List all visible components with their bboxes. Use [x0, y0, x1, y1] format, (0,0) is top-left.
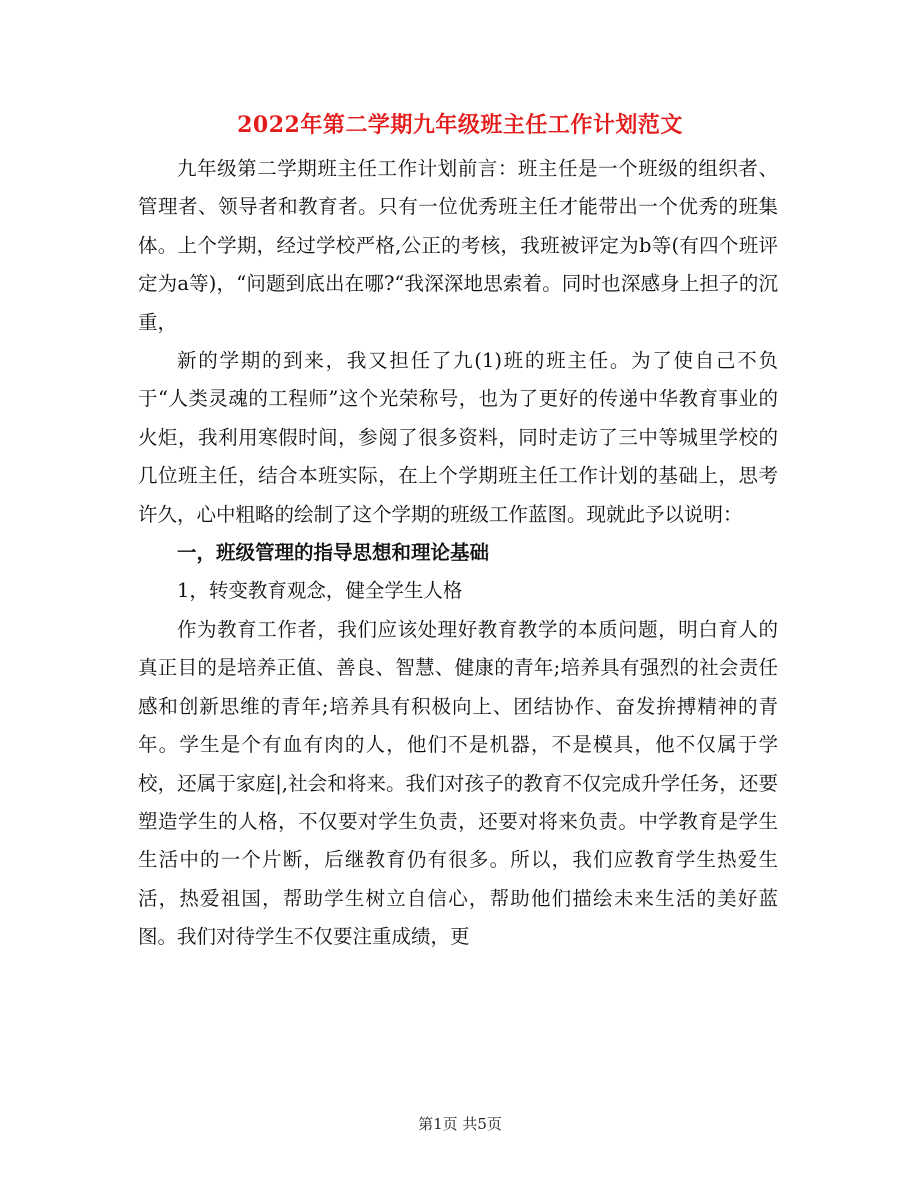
paragraph-preface: 九年级第二学期班主任工作计划前言：班主任是一个班级的组织者、管理者、领导者和教育者。只有一位优秀班主任才能带出一个优秀的班集体。上个学期，经过学校严格,公正的考核，我班被评定为b等(有四个班评定为a等)，“问题到底出在哪?“我深深地思索着。同时也深感身上担子的沉重， [138, 157, 778, 334]
document-title: 2022年第二学期九年级班主任工作计划范文 [237, 112, 683, 138]
subsection-heading: 1，转变教育观念，健全学生人格 [177, 579, 463, 603]
paragraph-education-philosophy: 作为教育工作者，我们应该处理好教育教学的本质问题，明白育人的真正目的是培养正值、善良、智慧、健康的青年;培养具有强烈的社会责任感和创新思维的青年;培养具有积极向上、团结协作、奋发拚搏精神的青年。学生是个有血有肉的人，他们不是机器，不是模具，他不仅属于学校，还属于家庭|,社会和将来。我们对孩子的教育不仅完成升学任务，还要塑造学生的人格，不仅要对学生负责，还要对将来负责。中学教育是学生生活中的一个片断，后继教育仍有很多。所以，我们应教育学生热爱生活，热爱祖国，帮助学生树立自信心，帮助他们描绘未来生活的美好蓝图。我们对待学生不仅要注重成绩，更 [138, 617, 778, 949]
section-heading: 一，班级管理的指导思想和理论基础 [177, 541, 490, 565]
document-body [138, 150, 778, 957]
page-footer: 第1页 共5页 [418, 1115, 502, 1133]
paragraph-new-semester: 新的学期的到来，我又担任了九(1)班的班主任。为了使自己不负于“人类灵魂的工程师”这个光荣称号，也为了更好的传递中华教育事业的火炬，我利用寒假时间，参阅了很多资料，同时走访了三中等城里学校的几位班主任，结合本班实际，在上个学期班主任工作计划的基础上，思考许久，心中粗略的绘制了这个学期的班级工作蓝图。现就此予以说明： [138, 349, 778, 526]
